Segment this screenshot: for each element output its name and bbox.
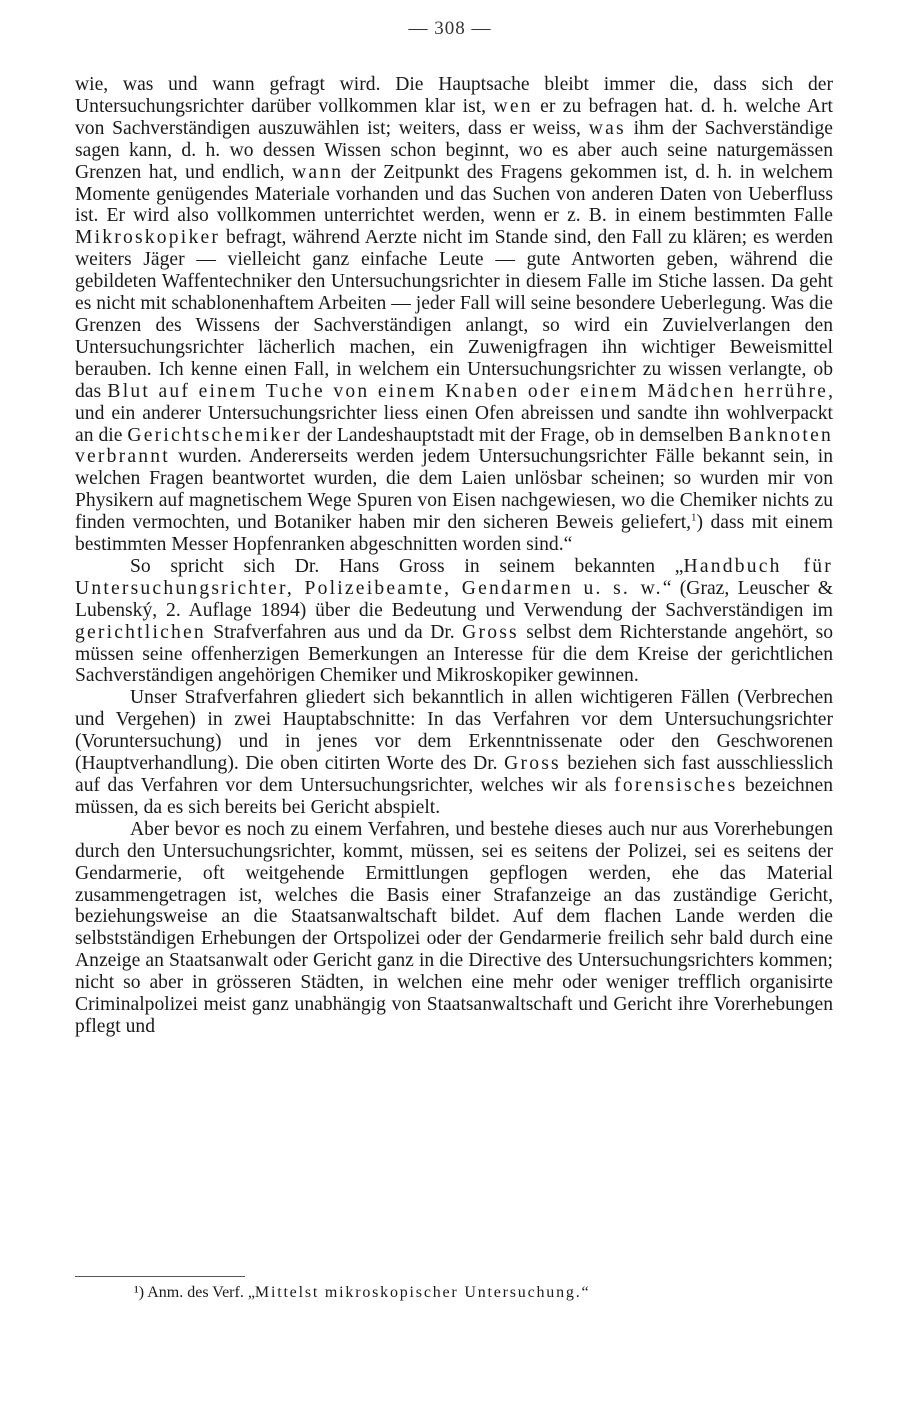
spaced-emphasis: Handbuch für Untersuchungsrichter, Polizeibeamte, Gendarmen u. s. w. [75,555,833,599]
text-run: der Landeshauptstadt mit der Frage, ob in demselben [301,424,729,446]
text-run: er zu befragen hat. d. h. welche Art von Sachverständigen auszuwählen ist; weiters, dass er weiss, [75,95,833,139]
text-run: “ (Graz, Leuscher & Lubenský, 2. Auflage 1894) über die Bedeutung und Verwendung der Sachverständigen im [75,577,833,621]
footnote-prefix: Anm. des Verf. „ [144,1284,255,1301]
text-run: befragt, während Aerzte nicht im Stande sind, den Fall zu klären; es werden weiters Jäger — vielleicht ganz einfache Leute — gute Antworten geben, während die gebildeten Waffentechniker den Untersuchungsrichter in diesem Falle im Stiche lassen. Da geht es nicht mit schablonenhaftem Arbeiten — jeder Fall will seine besondere Ueberlegung. Was die Grenzen des Wissens der Sachverständigen anlangt, so wird ein Zuvielverlangen den Untersuchungsrichter lächerlich machen, ein Zuwenigfragen ihn wichtiger Beweismittel berauben. Ich kenne einen Fall, in welchem ein Untersuchungsrichter zu wissen verlangte, ob das [75,227,833,402]
text-run: Strafverfahren aus und da Dr. [205,621,463,643]
spaced-emphasis: Gross [504,753,561,775]
spaced-emphasis: Mikroskopiker [75,227,221,249]
paragraph [75,74,833,556]
text-run: bezeichnen müssen, da es sich bereits bei Gericht abspielt. [75,775,834,818]
text-run: Unser Strafverfahren gliedert sich bekanntlich in allen wichtigeren Fällen (Verbrechen und Vergehen) in zwei Hauptabschnitte: In das Verfahren vor dem Untersuchungsrichter (Voruntersuchung) und in jenes vor dem Erkenntnissenate oder den Geschworenen (Hauptverhandlung). Die oben citirten Worte des Dr. [75,687,833,775]
text-run: , und ein anderer Untersuchungsrichter liess einen Ofen abreissen und sandte ihn wohlverpackt an die [75,380,833,446]
spaced-emphasis: wann [292,161,344,183]
text-run: ihm der Sachverständige sagen kann, d. h. wo dessen Wissen schon beginnt, wo es aber auch seine naturgemässen Grenzen hat, und endlich, [75,117,834,183]
spaced-emphasis: Blut auf einem Tuche von einem Knaben oder einem Mädchen herrühre [107,380,829,402]
page-number: — 308 — [408,18,492,39]
spaced-emphasis: Gross [462,621,519,643]
text-run: selbst dem Richterstande angehört, so müssen seine offenherzigen Bemerkungen an Interesse für die dem Kreise der gerichtlichen Sachverständigen angehörigen Chemiker und Mikroskopiker gewinnen. [75,621,833,687]
text-run: der Zeitpunkt des Fragens gekommen ist, d. h. in welchem Momente genügendes Materiale vorhanden und das Suchen von anderen Daten von Ueberfluss ist. Er wird also vollkommen unterrichtet werden, wenn er z. B. in einem bestimmten Falle [75,161,834,227]
paragraph [75,819,833,1038]
footnote-reference: 1 [691,511,697,524]
body-text [75,74,833,1038]
text-run: wurden. Andererseits werden jedem Untersuchungsrichter Fälle bekannt sein, in welchen Fragen beantwortet wurden, die dem Laien unlösbar scheinen; so wurden mir von Physikern auf magnetischem Wege Spuren von Eisen nachgewiesen, wo die Chemiker nichts zu finden vermochten, und Botaniker haben mir den sicheren Beweis geliefert, [75,446,833,534]
spaced-emphasis: forensisches [614,775,738,796]
spaced-emphasis: Gerichtschemiker [127,424,302,446]
footnote-spaced-text: Mittelst mikroskopischer Untersuchung. [254,1284,582,1301]
footnote [134,1283,834,1302]
spaced-emphasis: was [588,117,626,139]
spaced-emphasis: gerichtlichen [75,621,206,643]
footnote-rule [75,1276,245,1277]
text-run: Aber bevor es noch zu einem Verfahren, und bestehe dieses auch nur aus Vorerhebungen durch den Untersuchungsrichter, kommt, müssen, sei es seitens der Polizei, sei es seitens der Gendarmerie, oft weitgehende Ermittlungen gepflogen werden, ehe das Material zusammengetragen ist, welches die Basis einer Strafanzeige an das zuständige Gericht, beziehungsweise an die Staatsanwaltschaft bildet. Auf dem flachen Lande werden die selbstständigen Erhebungen der Ortspolizei oder der Gendarmerie freilich sehr bald durch eine Anzeige an Staatsanwalt oder Gericht ganz in die Directive des Untersuchungsrichters kommen; nicht so aber in grösseren Städten, in welchen eine mehr oder weniger trefflich organisirte Criminalpolizei meist ganz unabhängig von Staatsanwaltschaft und Gericht ihre Vorerhebungen pflegt und [75,818,833,1037]
text-run: beziehen sich fast ausschliesslich auf das Verfahren vor dem Untersuchungsrichter, welches wir als [75,753,833,796]
footnote-suffix: “ [581,1284,589,1301]
paragraph [75,687,833,818]
text-run: wie, was und wann gefragt wird. Die Hauptsache bleibt immer die, dass sich der Untersuchungsrichter darüber vollkommen klar ist, [75,74,833,117]
text-run: ) dass mit einem bestimmten Messer Hopfenranken abgeschnitten worden sind.“ [75,512,833,556]
spaced-emphasis: Banknoten verbrannt [75,424,833,468]
spaced-emphasis: wen [493,95,533,117]
paragraph [75,556,833,687]
footnote-marker: ¹) [134,1284,145,1301]
text-run: So spricht sich Dr. Hans Gross in seinem bekannten „ [130,555,684,577]
